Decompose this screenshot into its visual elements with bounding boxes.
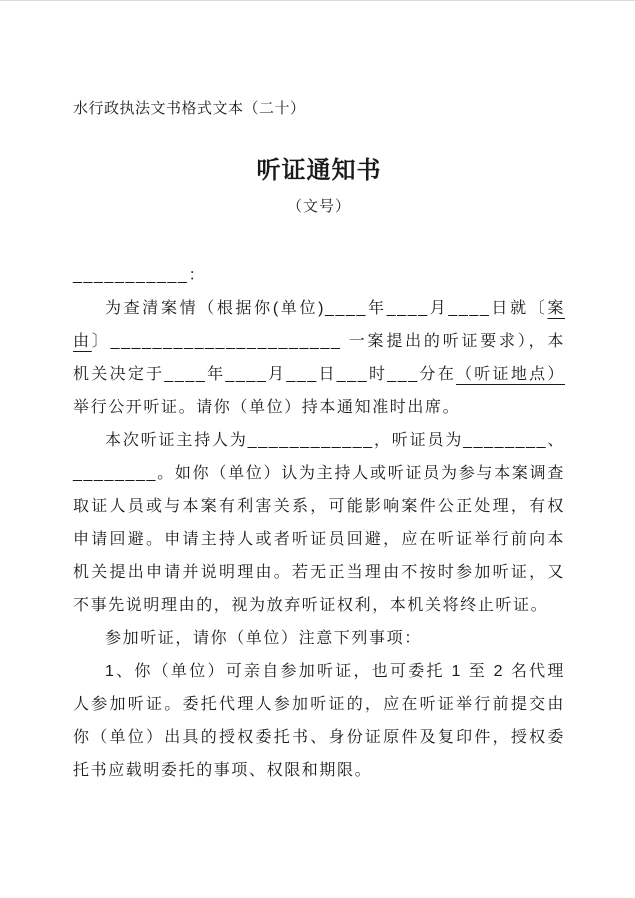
document [0, 1, 635, 787]
document-body [73, 259, 565, 787]
paragraph-text: ___________： [73, 267, 207, 284]
doc-series-label: 水行政执法文书格式文本（二十） [73, 100, 306, 117]
fill-in-underlined-text: 案由 [73, 300, 565, 350]
fill-in-underlined-text: （听证地点） [455, 366, 565, 383]
paragraph-text: 本次听证主持人为____________，听证员为________、________。如你（单位）认为主持人或听证员为参与本案调查取证人员或与本案有利害关系，可能影响案件公正处理，有权申请回避。申请主持人或者听证员回避，应在听证举行前向本机关提出申请并说明理由。若无正当理由不按时参加听证，又不事先说明理由的，视为放弃听证权利，本机关将终止听证。 [73, 432, 565, 614]
doc-number-placeholder: （文号） [286, 198, 351, 215]
paragraph [73, 655, 565, 787]
paragraph-text: 举行公开听证。请你（单位）持本通知准时出席。 [73, 399, 461, 416]
paragraph-text: 为查清案情（根据你(单位)____年____月____日就〔 [105, 300, 548, 317]
paragraph [73, 622, 565, 655]
paragraph-text: 〕______________________ 一案提出的听证要求），本机关决定于____年____月___日___时___分在 [73, 333, 566, 383]
paragraph [73, 292, 565, 424]
paragraph-text: 1、你（单位）可亲自参加听证，也可委托 1 至 2 名代理人参加听证。委托代理人参加听证的，应在听证举行前提交由你（单位）出具的授权委托书、身份证原件及复印件，授权委托书应载明委托的事项、权限和期限。 [73, 663, 565, 779]
paragraph-text: 参加听证，请你（单位）注意下列事项： [105, 630, 422, 647]
paragraph [73, 259, 565, 292]
paragraph [73, 424, 565, 622]
doc-title: 听证通知书 [256, 157, 382, 184]
